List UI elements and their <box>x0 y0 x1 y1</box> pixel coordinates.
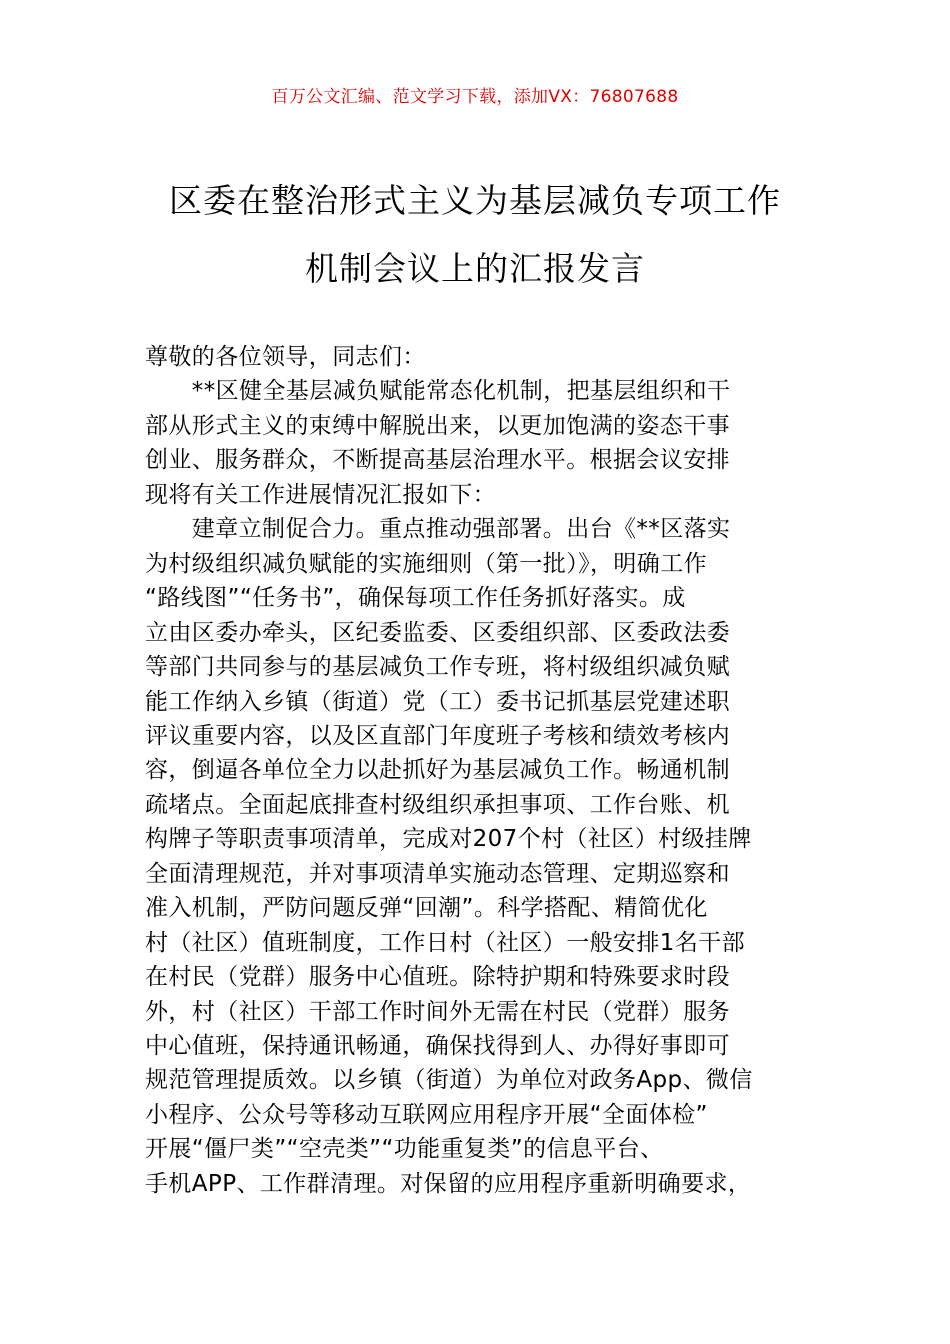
body-line: 建章立制促合力。重点推动强部署。出台《**区落实 <box>145 516 731 543</box>
body-line: 尊敬的各位领导，同志们： <box>145 344 426 370</box>
body-line: 村（社区）值班制度，工作日村（社区）一般安排1名干部 <box>145 929 746 956</box>
body-line: 能工作纳入乡镇（街道）党（工）委书记抓基层党建述职 <box>145 688 730 715</box>
body-line: 构牌子等职责事项清单，完成对207个村（社区）村级挂牌 <box>145 826 752 853</box>
document-title-line-2: 机制会议上的汇报发言 <box>305 249 645 288</box>
body-line: 外，村（社区）干部工作时间外无需在村民（党群）服务 <box>145 998 730 1025</box>
body-line: 容，倒逼各单位全力以赴抓好为基层减负工作。畅通机制 <box>145 757 730 784</box>
body-line: 小程序、公众号等移动互联网应用程序开展“全面体检” <box>145 1101 708 1128</box>
body-line: **区健全基层减负赋能常态化机制，把基层组织和干 <box>145 378 731 405</box>
body-line: 开展“僵尸类”“空壳类”“功能重复类”的信息平台、 <box>145 1136 664 1163</box>
body-line: 中心值班，保持通讯畅通，确保找得到人、办得好事即可 <box>145 1033 730 1059</box>
header-note: 百万公文汇编、范文学习下载，添加VX：76807688 <box>271 87 679 107</box>
body-line: “路线图”“任务书”，确保每项工作任务抓好落实。成 <box>145 585 686 612</box>
body-line: 等部门共同参与的基层减负工作专班，将村级组织减负赋 <box>145 654 730 681</box>
body-line: 评议重要内容，以及区直部门年度班子考核和绩效考核内 <box>145 722 730 749</box>
body-line: 现将有关工作进展情况汇报如下： <box>145 481 496 508</box>
body-line: 准入机制，严防问题反弹“回潮”。科学搭配、精简优化 <box>145 895 708 922</box>
body-line: 创业、服务群众，不断提高基层治理水平。根据会议安排 <box>145 447 730 474</box>
body-line: 疏堵点。全面起底排查村级组织承担事项、工作台账、机 <box>145 791 730 818</box>
document-title-line-1: 区委在整治形式主义为基层减负专项工作 <box>169 181 781 220</box>
body-line: 手机APP、工作群清理。对保留的应用程序重新明确要求， <box>145 1170 752 1197</box>
body-line: 在村民（党群）服务中心值班。除特护期和特殊要求时段 <box>145 964 730 991</box>
body-line: 规范管理提质效。以乡镇（街道）为单位对政务App、微信 <box>145 1067 753 1094</box>
body-line: 为村级组织减负赋能的实施细则（第一批）》，明确工作 <box>145 550 707 577</box>
body-line: 部从形式主义的束缚中解脱出来，以更加饱满的姿态干事 <box>145 412 730 439</box>
body-line: 全面清理规范，并对事项清单实施动态管理、定期巡察和 <box>145 860 730 887</box>
body-line: 立由区委办牵头，区纪委监委、区委组织部、区委政法委 <box>145 619 730 646</box>
